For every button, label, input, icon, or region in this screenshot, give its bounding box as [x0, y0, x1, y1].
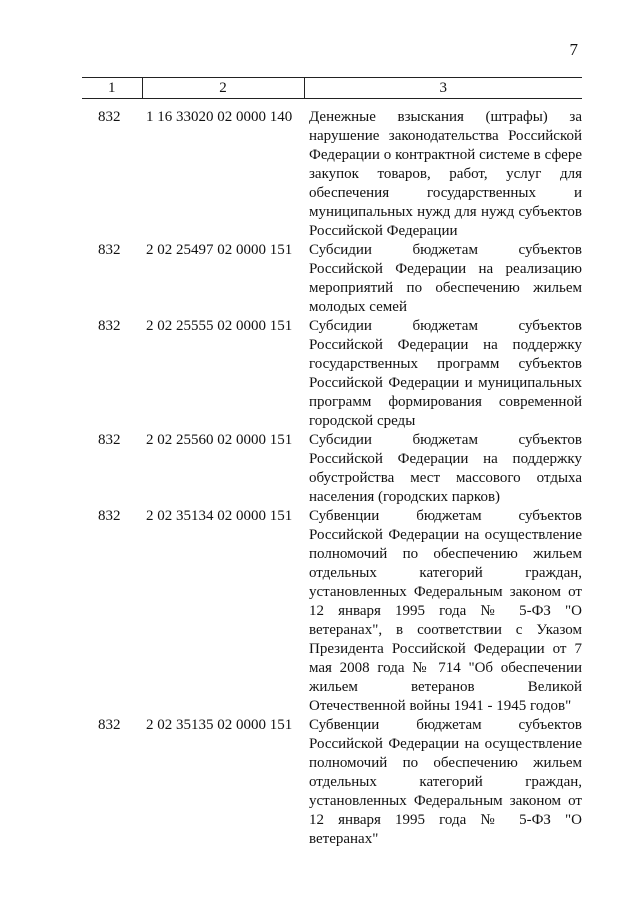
description-cell: Субвенции бюджетам субъектов Российской Федерации на осуществление полномочий по обеспечению жильем отдельных категорий граждан, установленных Федеральным законом от 12 января 1995 года № 5-ФЗ "О ветеранах": [309, 717, 582, 847]
description-cell: Денежные взыскания (штрафы) за нарушение законодательства Российской Федерации о контрактной системе в сфере закупок товаров, работ, услуг для обеспечения государственных и муниципальных нужд для нужд субъектов Российской Федерации: [309, 109, 582, 239]
description-cell: Субсидии бюджетам субъектов Российской Федерации на поддержку государственных программ субъектов Российской Федерации и муниципальных программ формирования современной городской среды: [309, 318, 582, 429]
column-header-2: 2: [142, 78, 304, 99]
column-header-3: 3: [304, 78, 582, 99]
budget-code-cell: 2 02 35134 02 0000 151: [146, 508, 293, 524]
admin-code-cell: 832: [98, 717, 121, 733]
income-codes-table: [82, 77, 582, 849]
admin-code-cell: 832: [98, 242, 121, 258]
description-cell: Субсидии бюджетам субъектов Российской Федерации на реализацию мероприятий по обеспечению жильем молодых семей: [309, 242, 582, 315]
admin-code-cell: 832: [98, 318, 121, 334]
table-header: [82, 78, 582, 99]
budget-code-cell: 2 02 25497 02 0000 151: [146, 242, 293, 258]
table-row: [82, 716, 582, 849]
description-cell: Субсидии бюджетам субъектов Российской Федерации на поддержку обустройства мест массового отдыха населения (городских парков): [309, 432, 582, 505]
admin-code-cell: 832: [98, 109, 121, 125]
table-row: [82, 507, 582, 716]
page-number: 7: [569, 40, 578, 59]
admin-code-cell: 832: [98, 508, 121, 524]
budget-code-cell: 2 02 25555 02 0000 151: [146, 318, 293, 334]
description-cell: Субвенции бюджетам субъектов Российской Федерации на осуществление полномочий по обеспечению жильем отдельных категорий граждан, установленных Федеральным законом от 12 января 1995 года № 5-ФЗ "О ветеранах", в соответствии с Указом Президента Российской Федерации от 7 мая 2008 года № 714 "Об обеспечении жильем ветеранов Великой Отечественной войны 1941 - 1945 годов": [309, 508, 582, 714]
budget-code-cell: 1 16 33020 02 0000 140: [146, 109, 293, 125]
table-row: [82, 431, 582, 507]
table-row: [82, 99, 582, 242]
table-row: [82, 317, 582, 431]
table-body: [82, 99, 582, 850]
column-numbers-row: [82, 78, 582, 99]
table-row: [82, 241, 582, 317]
admin-code-cell: 832: [98, 432, 121, 448]
budget-code-cell: 2 02 35135 02 0000 151: [146, 717, 293, 733]
budget-code-cell: 2 02 25560 02 0000 151: [146, 432, 293, 448]
column-header-1: 1: [82, 78, 142, 99]
